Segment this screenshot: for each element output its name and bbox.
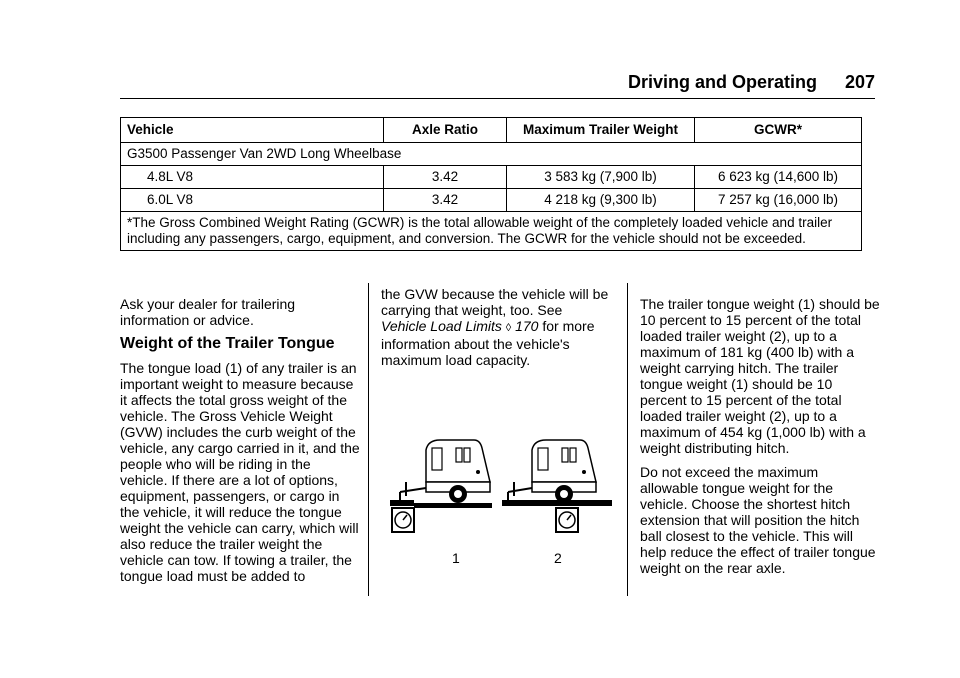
vehicle-group-label: G3500 Passenger Van 2WD Long Wheelbase [121,143,862,166]
body-paragraph-continued [381,286,611,368]
axle-ratio-cell: 3.42 [384,189,507,212]
text-before-reference: the GVW because the vehicle will be carrying that weight, too. See [381,286,609,318]
column-header-vehicle: Vehicle [121,118,384,143]
column-divider [627,283,628,596]
table-row [121,166,862,189]
column-divider [368,283,369,596]
table-group-row [121,143,862,166]
gcwr-cell: 7 257 kg (16,000 lb) [695,189,862,212]
tongue-scale-icon [390,500,414,532]
illustration-label-2: 2 [554,550,562,566]
column-left [120,296,360,592]
reference-page-number[interactable]: 170 [515,318,539,334]
column-right [640,296,880,584]
table-footnote: *The Gross Combined Weight Rating (GCWR) is the total allowable weight of the completely loaded vehicle and trailer including any passengers, cargo, equipment, and conversion. The GCWR for the vehicle should not be exceeded. [121,212,862,251]
trailer-1-icon [400,440,492,508]
section-heading: Weight of the Trailer Tongue [120,335,335,352]
trailer-weight-table [120,117,862,251]
tongue-weight-illustration [386,436,612,568]
body-paragraph: The tongue load (1) of any trailer is an important weight to measure because it affects the total gross weight of the vehicle. The Gross Vehicle Weight (GVW) includes the curb weight of the vehicle, any cargo carried in it, and the people who will be riding in the vehicle. If there are a lot of options, equipment, passengers, or cargo in the vehicle, it will reduce the tongue weight the vehicle can carry, which will also reduce the trailer weight the vehicle can tow. If towing a trailer, the tongue load must be added to [120,360,360,584]
column-header-gcwr: GCWR* [695,118,862,143]
engine-cell: 4.8L V8 [121,166,384,189]
cross-reference-link[interactable]: Vehicle Load Limits [381,318,502,334]
table-footnote-row [121,212,862,251]
column-header-max-trailer-weight: Maximum Trailer Weight [507,118,695,143]
section-title: Driving and Operating [627,72,817,92]
page-header [120,72,875,98]
column-header-axle-ratio: Axle Ratio [384,118,507,143]
illustration-label-1: 1 [452,550,460,566]
page-reference-icon: ◊ [505,322,512,334]
table-header-row [121,118,862,143]
header-rule [120,98,875,99]
trailer-scale-icon [556,508,578,532]
gcwr-cell: 6 623 kg (14,600 lb) [695,166,862,189]
intro-paragraph: Ask your dealer for trailering information or advice. [120,296,296,328]
table-row [121,189,862,212]
body-paragraph: Do not exceed the maximum allowable tongue weight for the vehicle. Choose the shortest hitch extension that will position the hitch ball closest to the vehicle. This will help reduce the effect of trailer tongue weight on the rear axle. [640,464,876,576]
max-trailer-weight-cell: 3 583 kg (7,900 lb) [507,166,695,189]
column-middle [381,286,611,376]
trailer-scales-drawing [386,436,612,548]
text-after-reference: for more information about the vehicle's maximum load capacity. [381,318,595,368]
page-number: 207 [844,72,875,92]
max-trailer-weight-cell: 4 218 kg (9,300 lb) [507,189,695,212]
trailer-2-icon [502,440,612,506]
engine-cell: 6.0L V8 [121,189,384,212]
body-paragraph: The trailer tongue weight (1) should be 10 percent to 15 percent of the total loaded trailer weight (2), up to a maximum of 181 kg (400 lb) with a weight carrying hitch. The trailer tongue weight (1) should be 10 percent to 15 percent of the total loaded trailer weight (2), up to a maximum of 454 kg (1,000 lb) with a weight distributing hitch. [640,296,880,456]
axle-ratio-cell: 3.42 [384,166,507,189]
